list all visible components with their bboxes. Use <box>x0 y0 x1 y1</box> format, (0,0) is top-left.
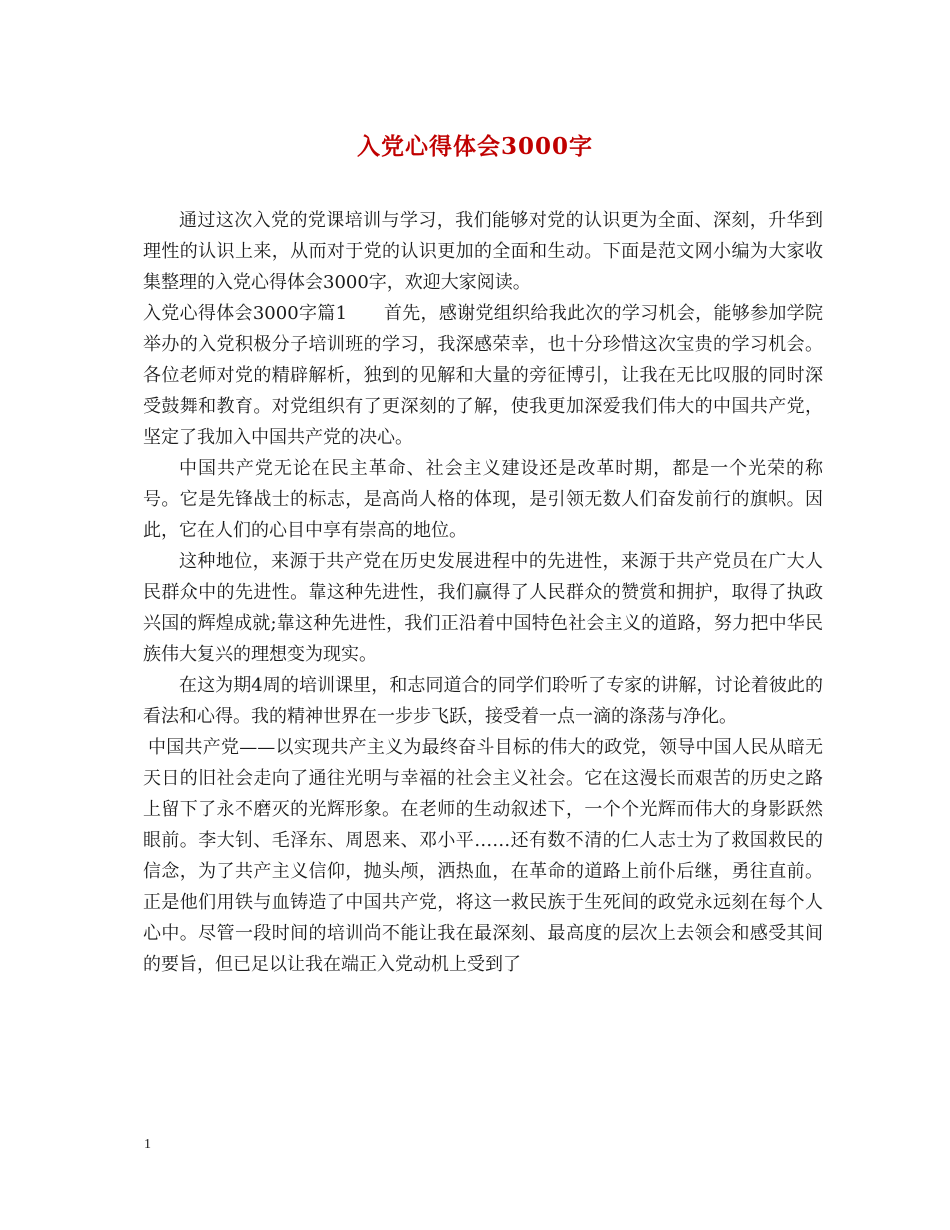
paragraph-intro: 通过这次入党的党课培训与学习，我们能够对党的认识更为全面、深刻，升华到理性的认识上来，从而对于党的认识更加的全面和生动。下面是范文网小编为大家收集整理的入党心得体会3000字，欢迎大家阅读。 <box>143 210 823 293</box>
page-number: 1 <box>144 1137 151 1152</box>
paragraph-glorious-title: 中国共产党无论在民主革命、社会主义建设还是改革时期，都是一个光荣的称号。它是先锋战士的标志，是高尚人格的体现，是引领无数人们奋发前行的旗帜。因此，它在人们的心目中享有崇高的地位。 <box>143 458 823 541</box>
paragraph-advanced-nature: 这种地位，来源于共产党在历史发展进程中的先进性，来源于共产党员在广大人民群众中的先进性。靠这种先进性，我们赢得了人民群众的赞赏和拥护，取得了执政兴国的辉煌成就;靠这种先进性，我们正沿着中国特色社会主义的道路，努力把中华民族伟大复兴的理想变为现实。 <box>143 551 823 665</box>
document-body <box>143 205 823 980</box>
paragraph-party-history: 中国共产党——以实现共产主义为最终奋斗目标的伟大的政党，领导中国人民从暗无天日的旧社会走向了通往光明与幸福的社会主义社会。它在这漫长而艰苦的历史之路上留下了永不磨灭的光辉形象。在老师的生动叙述下，一个个光辉而伟大的身影跃然眼前。李大钊、毛泽东、周恩来、邓小平……还有数不清的仁人志士为了救国救民的信念，为了共产主义信仰，抛头颅，洒热血，在革命的道路上前仆后继，勇往直前。正是他们用铁与血铸造了中国共产党，将这一救民族于生死间的政党永远刻在每个人心中。尽管一段时间的培训尚不能让我在最深刻、最高度的层次上去领会和感受其间的要旨，但已足以让我在端正入党动机上受到了 <box>143 737 823 975</box>
page-title: 入党心得体会3000字 <box>356 133 593 160</box>
paragraph-training: 在这为期4周的培训课里，和志同道合的同学们聆听了专家的讲解，讨论着彼此的看法和心得。我的精神世界在一步步飞跃，接受着一点一滴的涤荡与净化。 <box>143 675 823 727</box>
paragraph-section-1: 入党心得体会3000字篇1 首先，感谢党组织给我此次的学习机会，能够参加学院举办的入党积极分子培训班的学习，我深感荣幸，也十分珍惜这次宝贵的学习机会。各位老师对党的精辟解析，独到的见解和大量的旁征博引，让我在无比叹服的同时深受鼓舞和教育。对党组织有了更深刻的了解，使我更加深爱我们伟大的中国共产党，坚定了我加入中国共产党的决心。 <box>143 303 823 448</box>
